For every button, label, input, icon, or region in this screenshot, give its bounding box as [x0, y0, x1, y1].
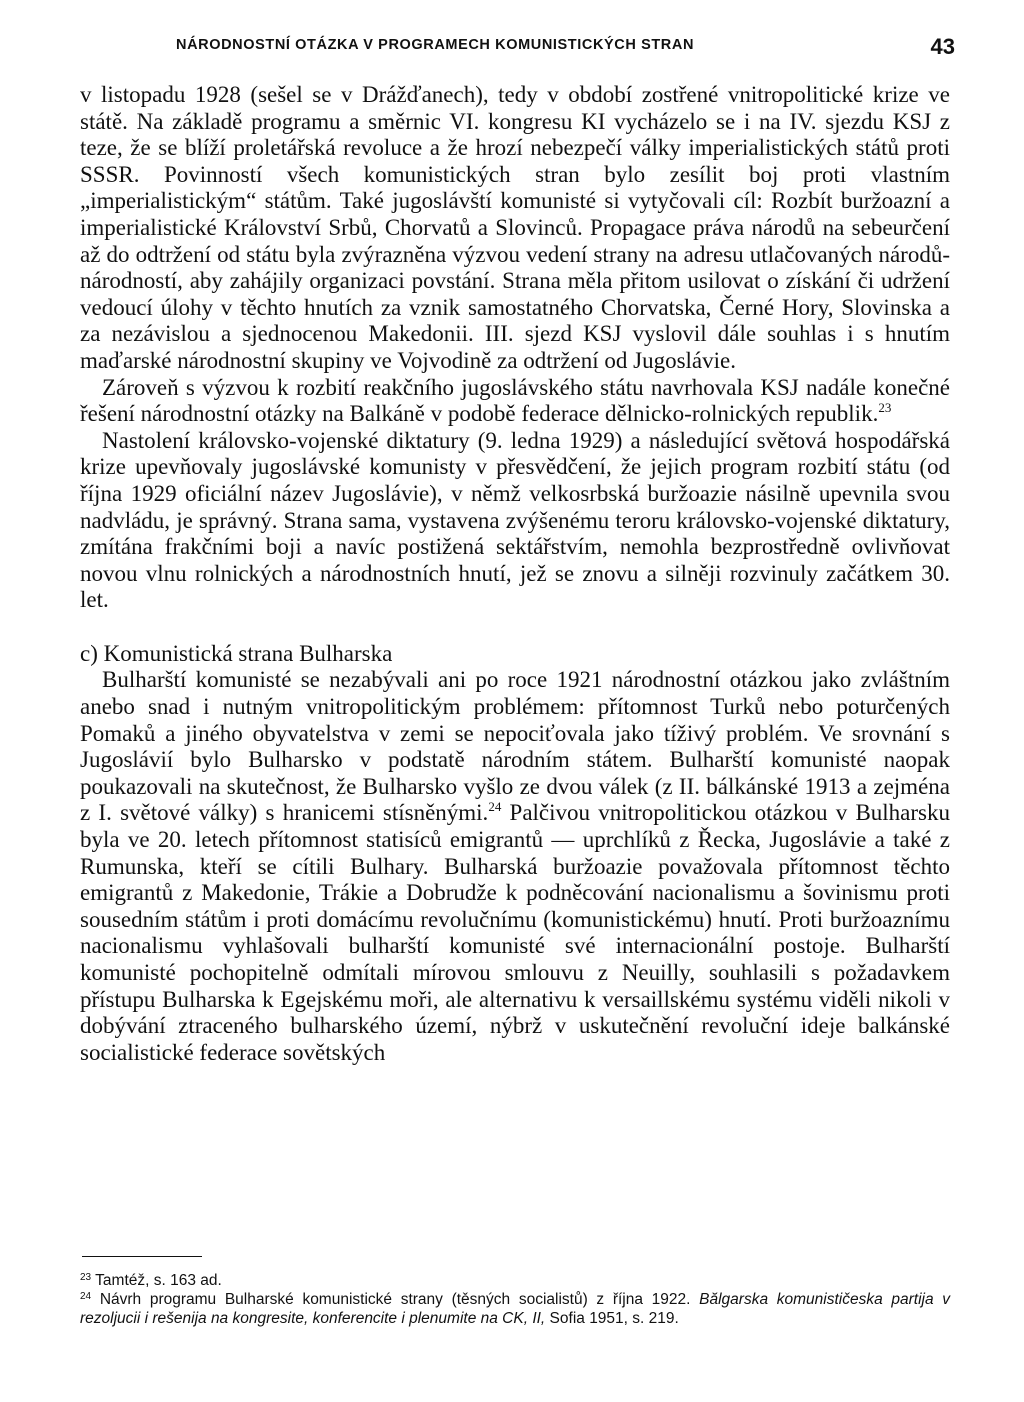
footnote-ref-23: 23 — [878, 400, 892, 416]
footnote-ref-24: 24 — [488, 799, 502, 815]
footnote-citation-title: Bălgarska komunističeska partija v rezoljucii i rešenija na kongresite, konferencite i plenumite na CK, II, — [80, 1291, 951, 1327]
paragraph: Nastolení královsko-vojenské diktatury (9. ledna 1929) a následující světová hospodářská krize upevňovaly jugoslávské komunisty v přesvědčení, že jejich program rozbití státu (od října 1929 oficiální název Jugoslávie), v němž velkosrbská buržoazie násilně upevnila svou nadvládu, je správný. Strana sama, vystavena zvýšenému teroru královsko-vojenské diktatury, zmítána frakčními boji a navíc postižená sektářstvím, nemohla bezprostředně ovlivňovat novou vlnu rolnických a národnostních hnutí, jež se znovu a silněji rozvinuly začátkem 30. let. — [80, 427, 950, 613]
paragraph — [80, 375, 950, 428]
footnote-text: Návrh programu Bulharské komunistické strany (těsných socialistů) z října 1922. — [99, 1291, 691, 1308]
paragraph-text: Bulharští komunisté se nezabývali ani po roce 1921 národnostní otázkou jako zvláštním anebo snad i nutným vnitropolitickým problémem: přítomnost Turků nebo poturčených Pomaků a jiného obyvatelstva v zemi se nepociťovala jako tíživý problém. Ve srovnání s Jugoslávií bylo Bulharsko v podstatě národním státem. Bulharští komunisté naopak poukazovali na skutečnost, že Bulharsko vyšlo ze dvou válek (z II. bálkánské 1913 a zejména z I. světové války) s hranicemi stísněnými. — [80, 667, 950, 826]
footnotes — [80, 1271, 950, 1328]
running-title: NÁRODNOSTNÍ OTÁZKA V PROGRAMECH KOMUNISTICKÝCH STRAN — [176, 37, 695, 53]
paragraph — [80, 667, 950, 1066]
paragraph-text: Zároveň s výzvou k rozbití reakčního jugoslávského státu navrhovala KSJ nadále konečné řešení národnostní otázky na Balkáně v podobě federace dělnicko-rolnických republik. — [80, 374, 950, 427]
footnote — [80, 1290, 950, 1328]
footnote-citation-rest: Sofia 1951, s. 219. — [545, 1310, 679, 1327]
footnote-divider — [82, 1256, 202, 1257]
main-text — [80, 82, 950, 1066]
paragraph: v listopadu 1928 (sešel se v Drážďanech), tedy v období zostřené vnitropolitické krize ve státě. Na základě programu a směrnic VI. kongresu KI vycházelo se i na IV. sjezdu KSJ z teze, že se blíží proletářská revoluce a že hrozí nebezpečí války imperialistických států proti SSSR. Povinností všech komunistických stran bylo zesílit boj proti vlastním „imperialistickým“ státům. Také jugoslávští komunisté si vytyčovali cíl: Rozbít buržoazní a imperialistické Království Srbů, Chorvatů a Slovinců. Propagace práva národů na sebeurčení až do odtržení od státu byla zvýrazněna výzvou vedení strany na adresu utlačovaných národů-národností, aby zahájily organizaci povstání. Strana měla přitom usilovat o získání či udržení vedoucí úlohy v těchto hnutích za vznik samostatného Chorvatska, Černé Hory, Slovinska a za nezávislou a sjednocenou Makedonii. III. sjezd KSJ vyslovil dále souhlas i s hnutím maďarské národnostní skupiny ve Vojvodině za odtržení od Jugoslávie. — [80, 82, 950, 373]
footnote-mark: 24 — [80, 1291, 92, 1302]
footnote — [80, 1271, 950, 1290]
section-heading: c) Komunistická strana Bulharska — [80, 640, 393, 666]
footnote-mark: 23 — [80, 1272, 92, 1283]
page-number: 43 — [930, 34, 955, 59]
page-header — [80, 34, 960, 60]
footnote-text: Tamtéž, s. 163 ad. — [95, 1272, 222, 1289]
paragraph-text: Palčivou vnitropolitickou otázkou v Bulharsku byla ve 20. letech přítomnost statisíců emigrantů — uprchlíků z Řecka, Jugoslávie a také z Rumunska, kteří se cítili Bulhary. Bulharská buržoazie považovala přítomnost těchto emigrantů z Makedonie, Trákie a Dobrudže k podněcování nacionalismu a šovinismu proti sousedním státům i proti domácímu revolučnímu (komunistickému) hnutí. Proti buržoaznímu nacionalismu vyhlašovali bulharští komunisté své internacionální postoje. Bulharští komunisté pochopitelně odmítali mírovou smlouvu z Neuilly, souhlasili s požadavkem přístupu Bulharska k Egejskému moři, ale alternativu k versaillskému systému viděli nikoli v dobývání ztraceného bulharského území, nýbrž v uskutečnění revoluční ideje balkánské socialistické federace sovětských — [80, 800, 950, 1065]
